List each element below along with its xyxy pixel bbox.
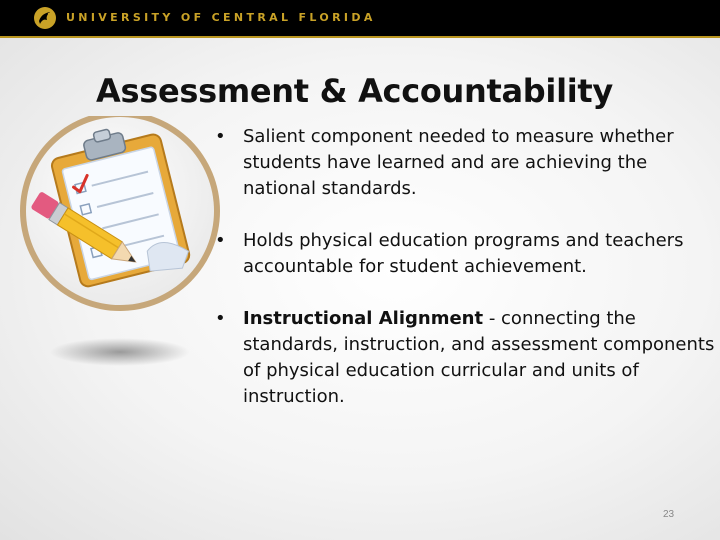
university-header-bar [0,0,720,36]
bullet-text: - connecting the standards, instruction, and assessment components of physical education curricular and units of instruction. [243,308,715,407]
bullet-marker: • [215,308,226,329]
page-number: 23 [663,509,675,520]
bullet-marker: • [215,230,226,251]
slide-title: Assessment & Accountability [96,72,613,110]
bullet-text: Holds physical education programs and teachers accountable for student achievement. [243,230,684,277]
bullet-list [215,124,715,410]
bullet-lead-term: Instructional Alignment [243,308,484,329]
university-name: UNIVERSITY OF CENTRAL FLORIDA [66,11,376,24]
clipboard-pencil-icon [18,116,228,376]
bullet-item [215,228,715,280]
header-divider [0,36,720,38]
bullet-item [215,124,715,202]
bullet-marker: • [215,126,226,147]
pegasus-logo-icon [33,6,57,30]
bullet-item [215,306,715,410]
bullet-text: Salient component needed to measure whether students have learned and are achieving the national standards. [243,126,674,199]
